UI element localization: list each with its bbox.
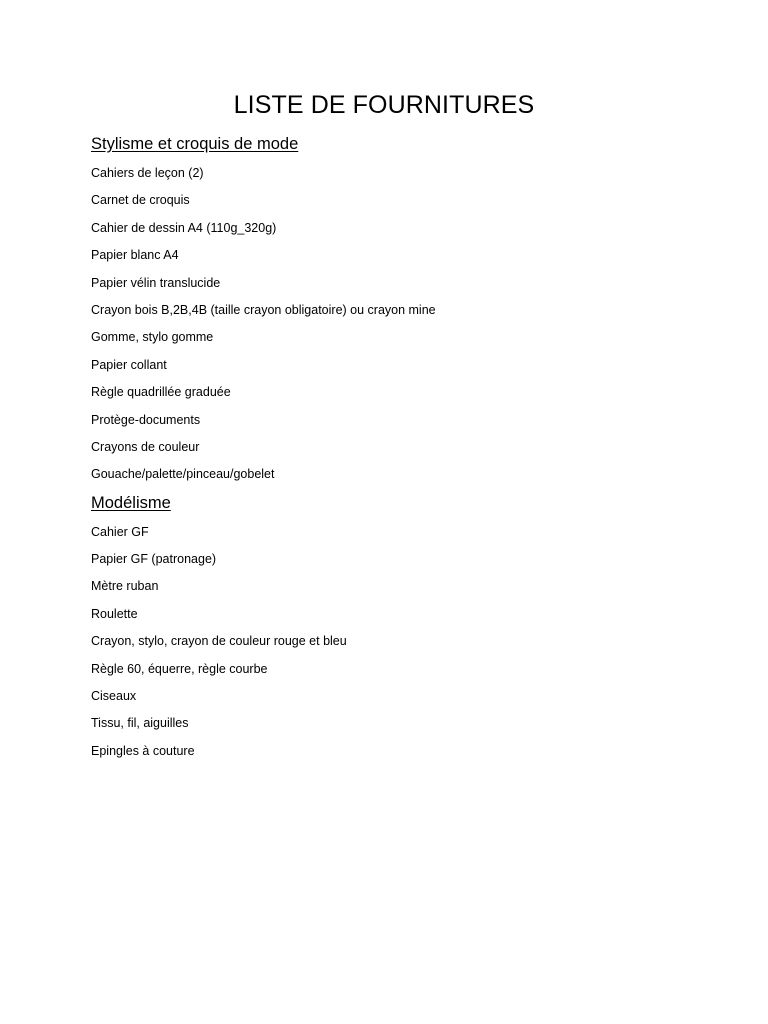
supply-list-stylisme (91, 160, 691, 489)
list-item: Ciseaux (91, 689, 137, 704)
list-item: Epingles à couture (91, 743, 195, 758)
section-stylisme (91, 132, 691, 489)
list-item: Roulette (91, 606, 138, 621)
list-item: Carnet de croquis (91, 193, 190, 208)
list-item: Crayon, stylo, crayon de couleur rouge et bleu (91, 634, 347, 649)
section-heading-stylisme: Stylisme et croquis de mode (91, 135, 299, 153)
list-item: Papier blanc A4 (91, 248, 179, 263)
list-item: Mètre ruban (91, 579, 159, 594)
list-item: Papier GF (patronage) (91, 552, 217, 567)
list-item: Cahiers de leçon (2) (91, 166, 204, 180)
list-item: Tissu, fil, aiguilles (91, 716, 189, 731)
list-item: Protège-documents (91, 412, 201, 427)
list-item: Règle quadrillée graduée (91, 385, 231, 400)
list-item: Crayon bois B,2B,4B (taille crayon obligatoire) ou crayon mine (91, 302, 436, 317)
list-item: Papier collant (91, 357, 167, 372)
list-item: Cahier de dessin A4 (110g_320g) (91, 220, 277, 235)
section-heading-modelisme: Modélisme (91, 493, 171, 512)
list-item: Règle 60, équerre, règle courbe (91, 661, 268, 676)
list-item: Gomme, stylo gomme (91, 330, 214, 345)
list-item: Papier vélin translucide (91, 275, 221, 290)
section-modelisme (91, 491, 691, 766)
document-body (91, 132, 691, 765)
list-item: Crayons de couleur (91, 439, 200, 454)
supply-list-modelisme (91, 519, 691, 766)
document-title: LISTE DE FOURNITURES (233, 91, 535, 119)
list-item: Cahier GF (91, 524, 149, 539)
list-item: Gouache/palette/pinceau/gobelet (91, 467, 275, 482)
